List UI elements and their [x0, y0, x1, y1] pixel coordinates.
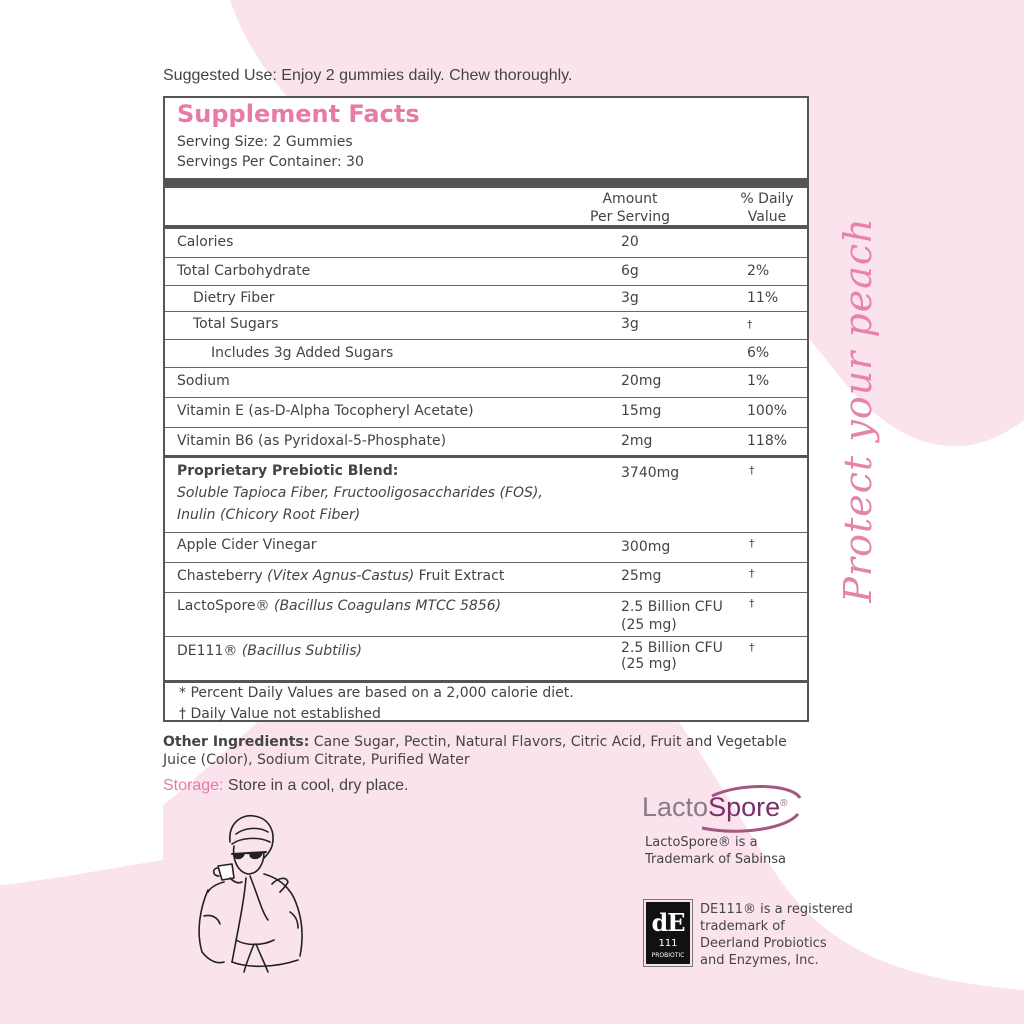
table-row	[165, 592, 807, 637]
table-row	[165, 367, 807, 398]
table-row	[165, 562, 807, 593]
header-daily-value	[725, 190, 809, 226]
row-name-a: Chasteberry	[177, 568, 268, 584]
row-amount: 15mg	[621, 403, 662, 419]
woman-in-robe-illustration	[188, 812, 312, 980]
row-dv: 118%	[747, 433, 788, 449]
row-amount: 300mg	[621, 539, 671, 555]
table-row	[165, 229, 807, 257]
row-dv: †	[749, 537, 755, 550]
lactospore-note-line1: LactoSpore® is a	[645, 835, 758, 850]
amount-line2: (25 mg)	[621, 656, 677, 672]
row-amount: 2mg	[621, 433, 653, 449]
row-dv: 2%	[747, 263, 770, 279]
amount-line1: 2.5 Billion CFU	[621, 599, 723, 615]
table-row	[165, 339, 807, 368]
row-dv: †	[749, 597, 755, 610]
row-name-c: Fruit Extract	[414, 568, 505, 584]
table-row	[165, 636, 807, 681]
storage-text: Store in a cool, dry place.	[223, 777, 409, 794]
serving-size: Serving Size: 2 Gummies	[177, 134, 353, 150]
row-amount: 3g	[621, 316, 639, 332]
blend-line1: Soluble Tapioca Fiber, Fructooligosaccharides (FOS),	[177, 485, 543, 501]
de111-note-line4: and Enzymes, Inc.	[700, 953, 819, 968]
header-dv-line1: % Daily	[740, 191, 794, 207]
row-name	[177, 568, 504, 584]
lactospore-wordmark	[642, 792, 788, 823]
storage-info	[163, 777, 408, 795]
row-dv: †	[749, 641, 755, 654]
footnote-percent-dv: * Percent Daily Values are based on a 2,000 calorie diet.	[179, 685, 574, 701]
row-name: Total Sugars	[193, 316, 279, 332]
row-amount: 6g	[621, 263, 639, 279]
footnote-dagger: † Daily Value not established	[179, 706, 381, 722]
row-amount: 20mg	[621, 373, 662, 389]
row-name: Total Carbohydrate	[177, 263, 311, 279]
table-row	[165, 257, 807, 286]
lactospore-trademark-note	[645, 834, 786, 868]
row-name: Includes 3g Added Sugars	[211, 345, 394, 361]
lactospore-logo	[642, 784, 802, 834]
amount-line2: (25 mg)	[621, 617, 677, 633]
table-row	[165, 427, 807, 456]
lactospore-word-b: Spore	[708, 792, 781, 822]
divider-bar	[165, 178, 807, 188]
footnotes	[165, 680, 807, 723]
table-row	[165, 532, 807, 563]
row-name: Vitamin E (as-D-Alpha Tocopheryl Acetate)	[177, 403, 474, 419]
row-name: Dietry Fiber	[193, 290, 275, 306]
storage-label: Storage:	[163, 777, 224, 794]
row-name: Apple Cider Vinegar	[177, 537, 317, 553]
row-dv: 11%	[747, 290, 779, 306]
facts-title: Supplement Facts	[177, 100, 420, 128]
row-name	[177, 643, 362, 659]
row-dv: †	[747, 318, 753, 331]
blend-amount: 3740mg	[621, 465, 680, 481]
de111-note-line3: Deerland Probiotics	[700, 936, 827, 951]
table-row	[165, 397, 807, 428]
suggested-use: Suggested Use: Enjoy 2 gummies daily. Chew thoroughly.	[163, 67, 573, 84]
de111-logo-de: dE	[651, 908, 685, 937]
other-ingredients	[163, 733, 823, 769]
row-name-a: DE111®	[177, 643, 242, 659]
servings-per-container: Servings Per Container: 30	[177, 154, 364, 170]
row-name-latin: (Bacillus Coagulans MTCC 5856)	[273, 598, 502, 614]
header-dv-line2: Value	[747, 209, 787, 225]
de111-trademark-note	[700, 901, 853, 969]
other-ingredients-label: Other Ingredients:	[163, 734, 310, 750]
header-amount-line1: Amount	[602, 191, 658, 207]
row-amount: 25mg	[621, 568, 662, 584]
table-row-blend	[165, 455, 807, 532]
de111-logo-number: 111	[658, 938, 678, 949]
de111-logo-probiotic: PROBIOTIC	[651, 952, 685, 959]
lactospore-reg: ®	[780, 798, 788, 809]
row-name: Vitamin B6 (as Pyridoxal-5-Phosphate)	[177, 433, 447, 449]
row-dv: 100%	[747, 403, 788, 419]
row-amount	[621, 598, 723, 634]
tagline: Protect your peach	[836, 217, 880, 603]
row-dv: 1%	[747, 373, 770, 389]
row-name-a: LactoSpore®	[177, 598, 274, 614]
other-ingredients-text: Cane Sugar, Pectin, Natural Flavors, Citric Acid, Fruit and Vegetable Juice (Color), Sodium Citrate, Purified Water	[163, 734, 787, 768]
de111-note-line2: trademark of	[700, 919, 785, 934]
row-dv: †	[749, 567, 755, 580]
lactospore-word-a: Lacto	[642, 792, 709, 822]
de111-logo	[646, 902, 690, 964]
supplement-facts-panel	[163, 96, 809, 722]
table-row	[165, 311, 807, 340]
row-name: Sodium	[177, 373, 230, 389]
row-amount: 3g	[621, 290, 639, 306]
row-amount	[621, 640, 723, 672]
lactospore-note-line2: Trademark of Sabinsa	[645, 852, 786, 867]
row-amount: 20	[621, 234, 639, 250]
row-dv: 6%	[747, 345, 770, 361]
row-name-latin: (Bacillus Subtilis)	[241, 643, 363, 659]
table-row	[165, 285, 807, 312]
row-name	[177, 598, 501, 614]
blend-dv: †	[749, 464, 755, 477]
blend-line2: Inulin (Chicory Root Fiber)	[177, 507, 361, 523]
amount-line1: 2.5 Billion CFU	[621, 640, 723, 656]
header-amount-line2: Per Serving	[590, 209, 670, 225]
header-amount	[575, 190, 685, 226]
blend-name: Proprietary Prebiotic Blend:	[177, 463, 399, 479]
row-name-latin: (Vitex Agnus-Castus)	[267, 568, 415, 584]
row-name: Calories	[177, 234, 234, 250]
de111-note-line1: DE111® is a registered	[700, 902, 853, 917]
